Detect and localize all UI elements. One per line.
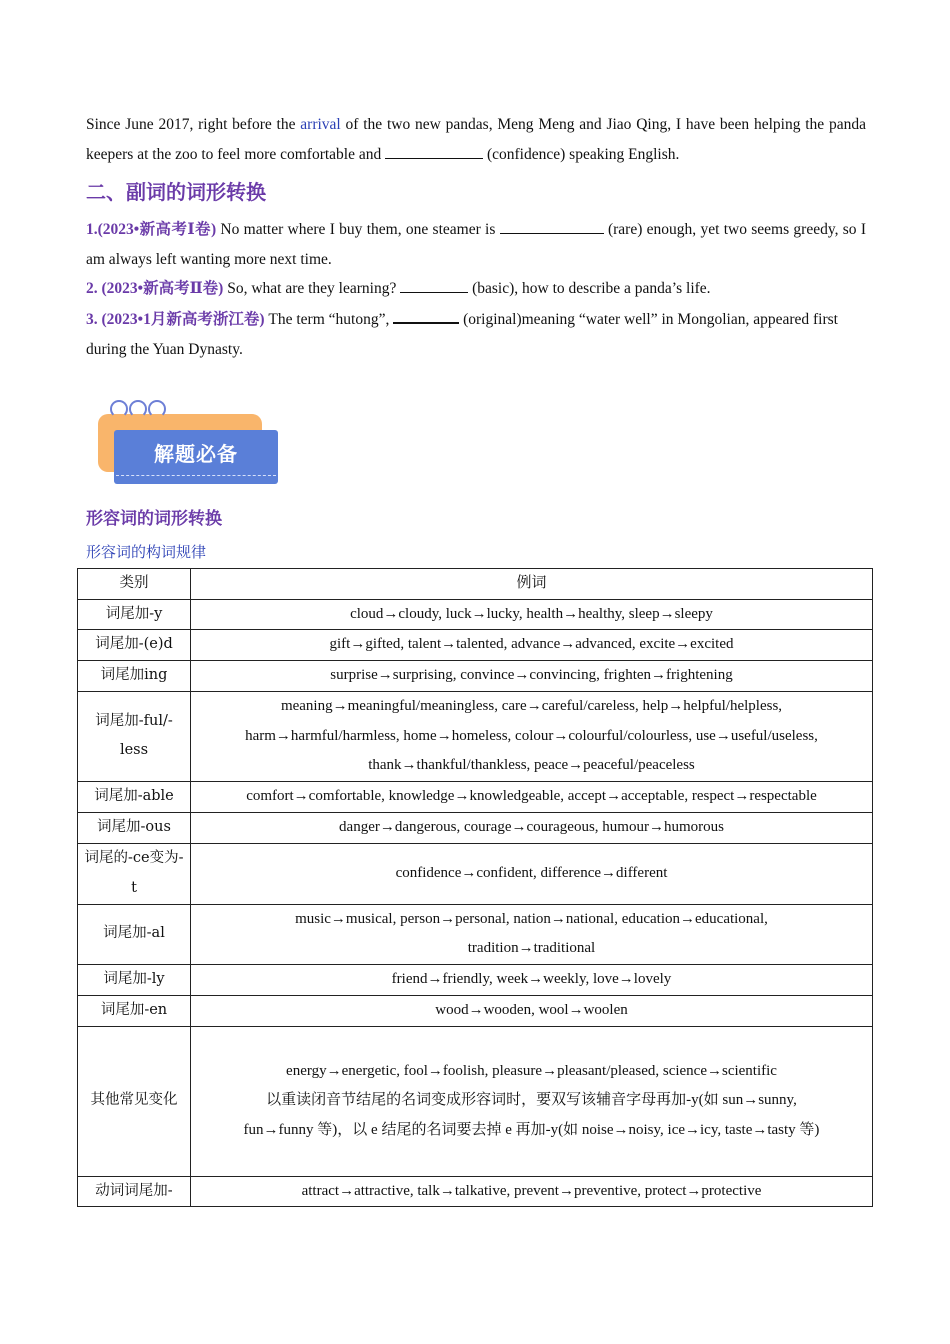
example-line: 以重读闭音节结尾的名词变成形容词时，要双写该辅音字母再加-y(如 sun→sunny,	[266, 1092, 797, 1109]
exercise-source: 2. (2023•新高考Ⅱ卷)	[86, 280, 224, 297]
section-badge	[96, 398, 280, 490]
example-line: music→musical, person→personal, nation→national, education→educational,	[295, 910, 768, 927]
row-examples	[191, 1026, 873, 1176]
intro-hint: (confidence) speaking English.	[483, 146, 680, 163]
badge-dash-line	[116, 475, 276, 476]
example-line: danger→dangerous, courage→courageous, humour→humorous	[339, 818, 724, 835]
exercise-text: The term “hutong”,	[264, 311, 394, 328]
exercise-2	[86, 274, 866, 304]
example-line: comfort→comfortable, knowledge→knowledgeable, accept→acceptable, respect→respectable	[246, 787, 817, 804]
answer-blank[interactable]	[400, 278, 468, 293]
table-row	[78, 964, 873, 995]
table-row	[78, 843, 873, 904]
table-header-row	[78, 569, 873, 600]
table-row	[78, 812, 873, 843]
row-category: 词尾的-ce变为-t	[78, 843, 191, 904]
section2-title: 二、副词的词形转换	[86, 180, 266, 204]
header-category: 类别	[78, 569, 191, 600]
answer-blank[interactable]	[393, 308, 459, 324]
exercise-hint: (rare) enough, yet two seems greedy, so I am always left wanting more next time.	[86, 221, 866, 268]
row-category: 词尾加-y	[78, 599, 191, 630]
intro-highlight-word: arrival	[300, 116, 341, 133]
badge-label: 解题必备	[154, 442, 238, 466]
row-examples	[191, 692, 873, 782]
answer-blank[interactable]	[500, 219, 604, 234]
example-line: friend→friendly, week→weekly, love→lovely	[391, 970, 672, 987]
example-line: attract→attractive, talk→talkative, prevent→preventive, protect→protective	[301, 1182, 762, 1199]
example-line: cloud→cloudy, luck→lucky, health→healthy, sleep→sleepy	[350, 605, 713, 622]
table-row	[78, 630, 873, 661]
example-line: wood→wooden, wool→woolen	[435, 1001, 628, 1018]
row-category: 词尾加-able	[78, 781, 191, 812]
example-line: fun→funny 等)，以 e 结尾的名词要去掉 e 再加-y(如 noise→noisy, ice→icy, taste→tasty 等)	[243, 1121, 820, 1138]
row-category: 其他常见变化	[78, 1026, 191, 1176]
table-row	[78, 661, 873, 692]
row-examples	[191, 630, 873, 661]
example-line: harm→harmful/harmless, home→homeless, colour→colourful/colourless, use→useful/useless,	[245, 727, 818, 744]
table-row	[78, 599, 873, 630]
exercise-text: So, what are they learning?	[223, 280, 401, 297]
table-row	[78, 1026, 873, 1176]
row-category: 词尾加-(e)d	[78, 630, 191, 661]
example-line: surprise→surprising, convince→convincing, frighten→frightening	[330, 667, 733, 684]
section-title: 形容词的词形转换	[86, 509, 222, 529]
table-row	[78, 1176, 873, 1207]
intro-paragraph	[86, 110, 866, 170]
subsection-title: 形容词的构词规律	[86, 543, 207, 561]
exercise-3	[86, 305, 866, 365]
example-line: gift→gifted, talent→talented, advance→advanced, excite→excited	[329, 636, 734, 653]
row-examples	[191, 964, 873, 995]
row-examples	[191, 661, 873, 692]
example-line: meaning→meaningful/meaningless, care→careful/careless, help→helpful/helpless,	[280, 698, 783, 714]
example-line: thank→thankful/thankless, peace→peaceful/peaceless	[368, 757, 695, 773]
table-row	[78, 781, 873, 812]
row-examples	[191, 599, 873, 630]
exercise-hint: (original)meaning “water well” in Mongolian, appeared first during the Yuan Dynasty.	[86, 311, 838, 358]
header-examples: 例词	[191, 569, 873, 600]
row-examples	[191, 812, 873, 843]
row-category: 词尾加-en	[78, 995, 191, 1026]
row-examples	[191, 904, 873, 964]
row-category: 词尾加-al	[78, 904, 191, 964]
example-line: tradition→traditional	[467, 940, 596, 956]
ring-icon	[148, 400, 166, 418]
exercise-source: 1.(2023•新高考Ⅰ卷)	[86, 221, 217, 238]
row-category: 词尾加-ous	[78, 812, 191, 843]
exercise-source: 3. (2023•1月新高考浙江卷)	[86, 311, 265, 328]
answer-blank[interactable]	[385, 144, 483, 159]
table-row	[78, 995, 873, 1026]
row-category: 动词词尾加-	[78, 1176, 191, 1207]
exercise-1	[86, 215, 866, 275]
row-examples	[191, 781, 873, 812]
table-body	[78, 569, 873, 1207]
row-examples	[191, 1176, 873, 1207]
row-category: 词尾加-ly	[78, 964, 191, 995]
intro-text-post: of the two new pandas, Meng Meng and Jiao Qing, I have been helping the panda keepers at the zoo to feel more comfortable and	[86, 116, 866, 163]
intro-text-pre: Since June 2017, right before the	[86, 116, 301, 133]
exercise-hint: (basic), how to describe a panda’s life.	[468, 280, 711, 297]
row-category: 词尾加ing	[78, 661, 191, 692]
row-examples	[191, 843, 873, 904]
row-category: 词尾加-ful/-less	[78, 692, 191, 782]
row-examples	[191, 995, 873, 1026]
exercise-text: No matter where I buy them, one steamer is	[216, 221, 500, 238]
ring-icon	[129, 400, 147, 418]
example-line: confidence→confident, difference→different	[395, 864, 668, 881]
table-row	[78, 692, 873, 782]
example-line: energy→energetic, fool→foolish, pleasure→pleasant/pleased, science→scientific	[286, 1062, 777, 1079]
ring-icon	[110, 400, 128, 418]
word-formation-table	[77, 568, 873, 1207]
table-row	[78, 904, 873, 964]
